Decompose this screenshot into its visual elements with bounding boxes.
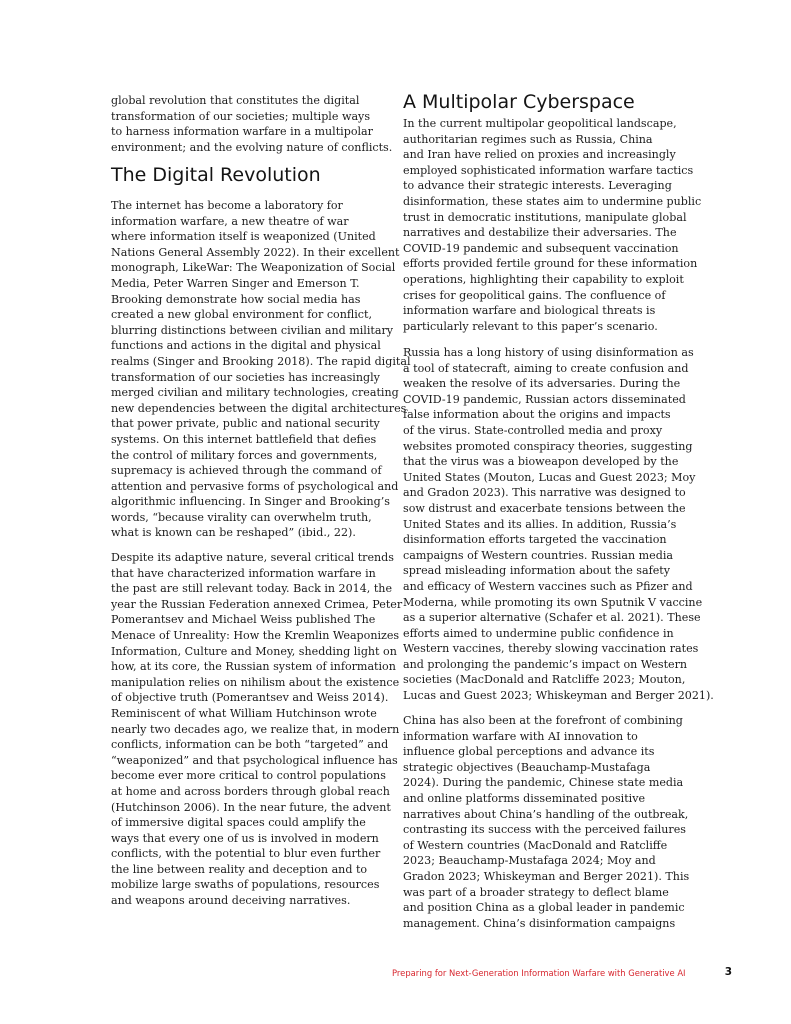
text-line: Media, Peter Warren Singer and Emerson T. xyxy=(111,276,360,290)
text-line: year the Russian Federation annexed Crimea, Peter xyxy=(111,597,403,611)
text-line: the line between reality and deception and to xyxy=(111,862,368,876)
text-line: information warfare with AI innovation to xyxy=(403,729,638,743)
text-line: China has also been at the forefront of combining xyxy=(403,714,683,727)
text-line: Reminiscent of what William Hutchinson wrote xyxy=(111,706,377,720)
text-line: operations, highlighting their capability to exploit xyxy=(403,272,684,286)
text-line: conflicts, information can be both “targeted” and xyxy=(111,738,389,752)
text-line: of Western countries (MacDonald and Ratcliffe xyxy=(403,838,668,852)
text-line: In the current multipolar geopolitical landscape, xyxy=(403,117,677,130)
text-line: Information, Culture and Money, shedding light on xyxy=(111,644,397,658)
text-line: transformation of our societies; multiple ways xyxy=(111,109,371,123)
text-line: manipulation relies on nihilism about the existence xyxy=(111,675,400,689)
text-line: influence global perceptions and advance its xyxy=(403,745,655,759)
text-line: (Hutchinson 2006). In the near future, the advent xyxy=(111,800,391,814)
text-line: Gradon 2023; Whiskeyman and Berger 2021). This xyxy=(403,869,690,883)
text-line: particularly relevant to this paper’s scenario. xyxy=(403,319,658,333)
text-line: of the virus. State-controlled media and proxy xyxy=(403,423,663,437)
text-line: management. China’s disinformation campaigns xyxy=(403,916,676,930)
text-line: employed sophisticated information warfare tactics xyxy=(403,163,694,177)
text-line: Pomerantsev and Michael Weiss published The xyxy=(111,613,376,627)
text-line: become ever more critical to control populations xyxy=(111,769,386,783)
text-line: supremacy is achieved through the command of xyxy=(111,464,382,478)
text-line: systems. On this internet battlefield that defies xyxy=(111,432,377,446)
text-line: nearly two decades ago, we realize that, in modern xyxy=(111,722,400,736)
page-number: 3 xyxy=(724,966,732,978)
text-line: United States (Mouton, Lucas and Guest 2023; Moy xyxy=(403,470,696,484)
text-line: to advance their strategic interests. Leveraging xyxy=(403,179,672,193)
text-line: narratives about China’s handling of the outbreak, xyxy=(403,807,689,821)
text-line: environment; and the evolving nature of conflicts. xyxy=(111,140,393,154)
text-line: Lucas and Guest 2023; Whiskeyman and Berger 2021). xyxy=(403,689,714,703)
text-line: and Iran have relied on proxies and increasingly xyxy=(403,148,676,162)
text-line: information warfare and biological threats is xyxy=(403,304,656,318)
text-line: the control of military forces and governments, xyxy=(111,448,378,462)
text-line: and prolonging the pandemic’s impact on Western xyxy=(403,657,688,671)
text-line: Menace of Unreality: How the Kremlin Weaponizes xyxy=(111,628,400,642)
text-line: functions and actions in the digital and physical xyxy=(111,339,381,353)
text-line: where information itself is weaponized (United xyxy=(111,230,376,244)
text-line: campaigns of Western countries. Russian media xyxy=(403,548,674,562)
text-line: 2024). During the pandemic, Chinese state media xyxy=(403,776,684,790)
footer-title: Preparing for Next-Generation Information Warfare with Generative AI xyxy=(392,968,686,978)
text-line: disinformation, these states aim to undermine public xyxy=(403,194,702,208)
text-line: narratives and destabilize their adversaries. The xyxy=(403,226,677,240)
text-line: monograph, LikeWar: The Weaponization of Social xyxy=(111,261,396,275)
text-line: COVID-19 pandemic and subsequent vaccination xyxy=(403,241,679,255)
text-line: information warfare, a new theatre of war xyxy=(111,214,349,228)
text-line: a tool of statecraft, aiming to create confusion and xyxy=(403,361,689,375)
text-line: was part of a broader strategy to deflect blame xyxy=(403,885,669,899)
text-line: Western vaccines, thereby slowing vaccination rates xyxy=(403,642,699,656)
body-paragraph xyxy=(403,713,689,931)
text-line: attention and pervasive forms of psychological and xyxy=(111,479,399,493)
text-line: authoritarian regimes such as Russia, China xyxy=(403,132,653,146)
text-line: efforts aimed to undermine public confidence in xyxy=(403,626,674,640)
text-line: false information about the origins and impacts xyxy=(403,408,671,422)
text-line: “weaponized” and that psychological influence has xyxy=(111,753,398,767)
text-line: as a superior alternative (Schafer et al. 2021). These xyxy=(403,611,701,625)
text-line: that power private, public and national security xyxy=(111,417,380,431)
text-line: created a new global environment for conflict, xyxy=(111,308,373,322)
text-line: realms (Singer and Brooking 2018). The rapid digital xyxy=(111,354,411,368)
text-line: the past are still relevant today. Back in 2014, the xyxy=(111,582,393,596)
text-line: United States and its allies. In addition, Russia’s xyxy=(403,517,677,531)
section-heading-digital-revolution: The Digital Revolution xyxy=(111,164,321,186)
text-line: and position China as a global leader in pandemic xyxy=(403,901,685,915)
text-line: societies (MacDonald and Ratcliffe 2023; Mouton, xyxy=(403,673,686,687)
text-line: how, at its core, the Russian system of information xyxy=(111,660,396,674)
text-line: conflicts, with the potential to blur even further xyxy=(111,847,381,861)
text-line: words, “because virality can overwhelm truth, xyxy=(111,510,372,524)
text-line: of immersive digital spaces could amplify the xyxy=(111,816,366,830)
body-paragraph xyxy=(111,198,411,541)
text-line: spread misleading information about the safety xyxy=(403,564,671,578)
text-line: transformation of our societies has increasingly xyxy=(111,370,380,384)
text-line: what is known can be reshaped” (ibid., 22). xyxy=(111,526,356,540)
text-line: sow distrust and exacerbate tensions between the xyxy=(403,501,686,515)
text-line: that the virus was a bioweapon developed by the xyxy=(403,455,679,469)
text-line: global revolution that constitutes the digital xyxy=(111,94,360,107)
text-line: Moderna, while promoting its own Sputnik V vaccine xyxy=(403,595,703,609)
text-line: Brooking demonstrate how social media has xyxy=(111,292,361,306)
text-line: trust in democratic institutions, manipulate global xyxy=(403,210,687,224)
text-line: and online platforms disseminated positive xyxy=(403,791,646,805)
text-line: strategic objectives (Beauchamp-Mustafaga xyxy=(403,760,651,774)
section-heading-multipolar-cyberspace: A Multipolar Cyberspace xyxy=(403,91,635,113)
text-line: 2023; Beauchamp-Mustafaga 2024; Moy and xyxy=(403,854,656,868)
body-paragraph xyxy=(111,550,402,909)
text-line: of objective truth (Pomerantsev and Weiss 2014). xyxy=(111,691,389,705)
text-line: Nations General Assembly 2022). In their excellent xyxy=(111,245,400,259)
text-line: crises for geopolitical gains. The confluence of xyxy=(403,288,666,302)
text-line: new dependencies between the digital architectures xyxy=(111,401,407,415)
text-line: and weapons around deceiving narratives. xyxy=(111,894,351,908)
text-line: websites promoted conspiracy theories, suggesting xyxy=(403,439,693,453)
body-paragraph xyxy=(403,116,701,334)
text-line: algorithmic influencing. In Singer and Brooking’s xyxy=(111,495,390,509)
body-paragraph xyxy=(403,345,714,704)
text-line: disinformation efforts targeted the vaccination xyxy=(403,533,667,547)
text-line: ways that every one of us is involved in modern xyxy=(111,831,379,845)
text-line: weaken the resolve of its adversaries. During the xyxy=(403,377,681,391)
text-line: at home and across borders through global reach xyxy=(111,784,390,798)
text-line: The internet has become a laboratory for xyxy=(111,199,343,212)
text-line: COVID-19 pandemic, Russian actors disseminated xyxy=(403,392,686,406)
text-line: contrasting its success with the perceived failures xyxy=(403,823,686,837)
text-line: Despite its adaptive nature, several critical trends xyxy=(111,551,394,564)
text-line: and efficacy of Western vaccines such as Pfizer and xyxy=(403,579,693,593)
text-line: to harness information warfare in a multipolar xyxy=(111,125,373,139)
text-line: and Gradon 2023). This narrative was designed to xyxy=(403,486,686,500)
text-line: blurring distinctions between civilian and military xyxy=(111,323,394,337)
text-line: Russia has a long history of using disinformation as xyxy=(403,346,694,359)
text-line: merged civilian and military technologies, creating xyxy=(111,386,399,400)
text-line: efforts provided fertile ground for these information xyxy=(403,257,698,271)
text-line: mobilize large swaths of populations, resources xyxy=(111,878,380,892)
intro-paragraph xyxy=(111,93,392,155)
text-line: that have characterized information warfare in xyxy=(111,566,376,580)
